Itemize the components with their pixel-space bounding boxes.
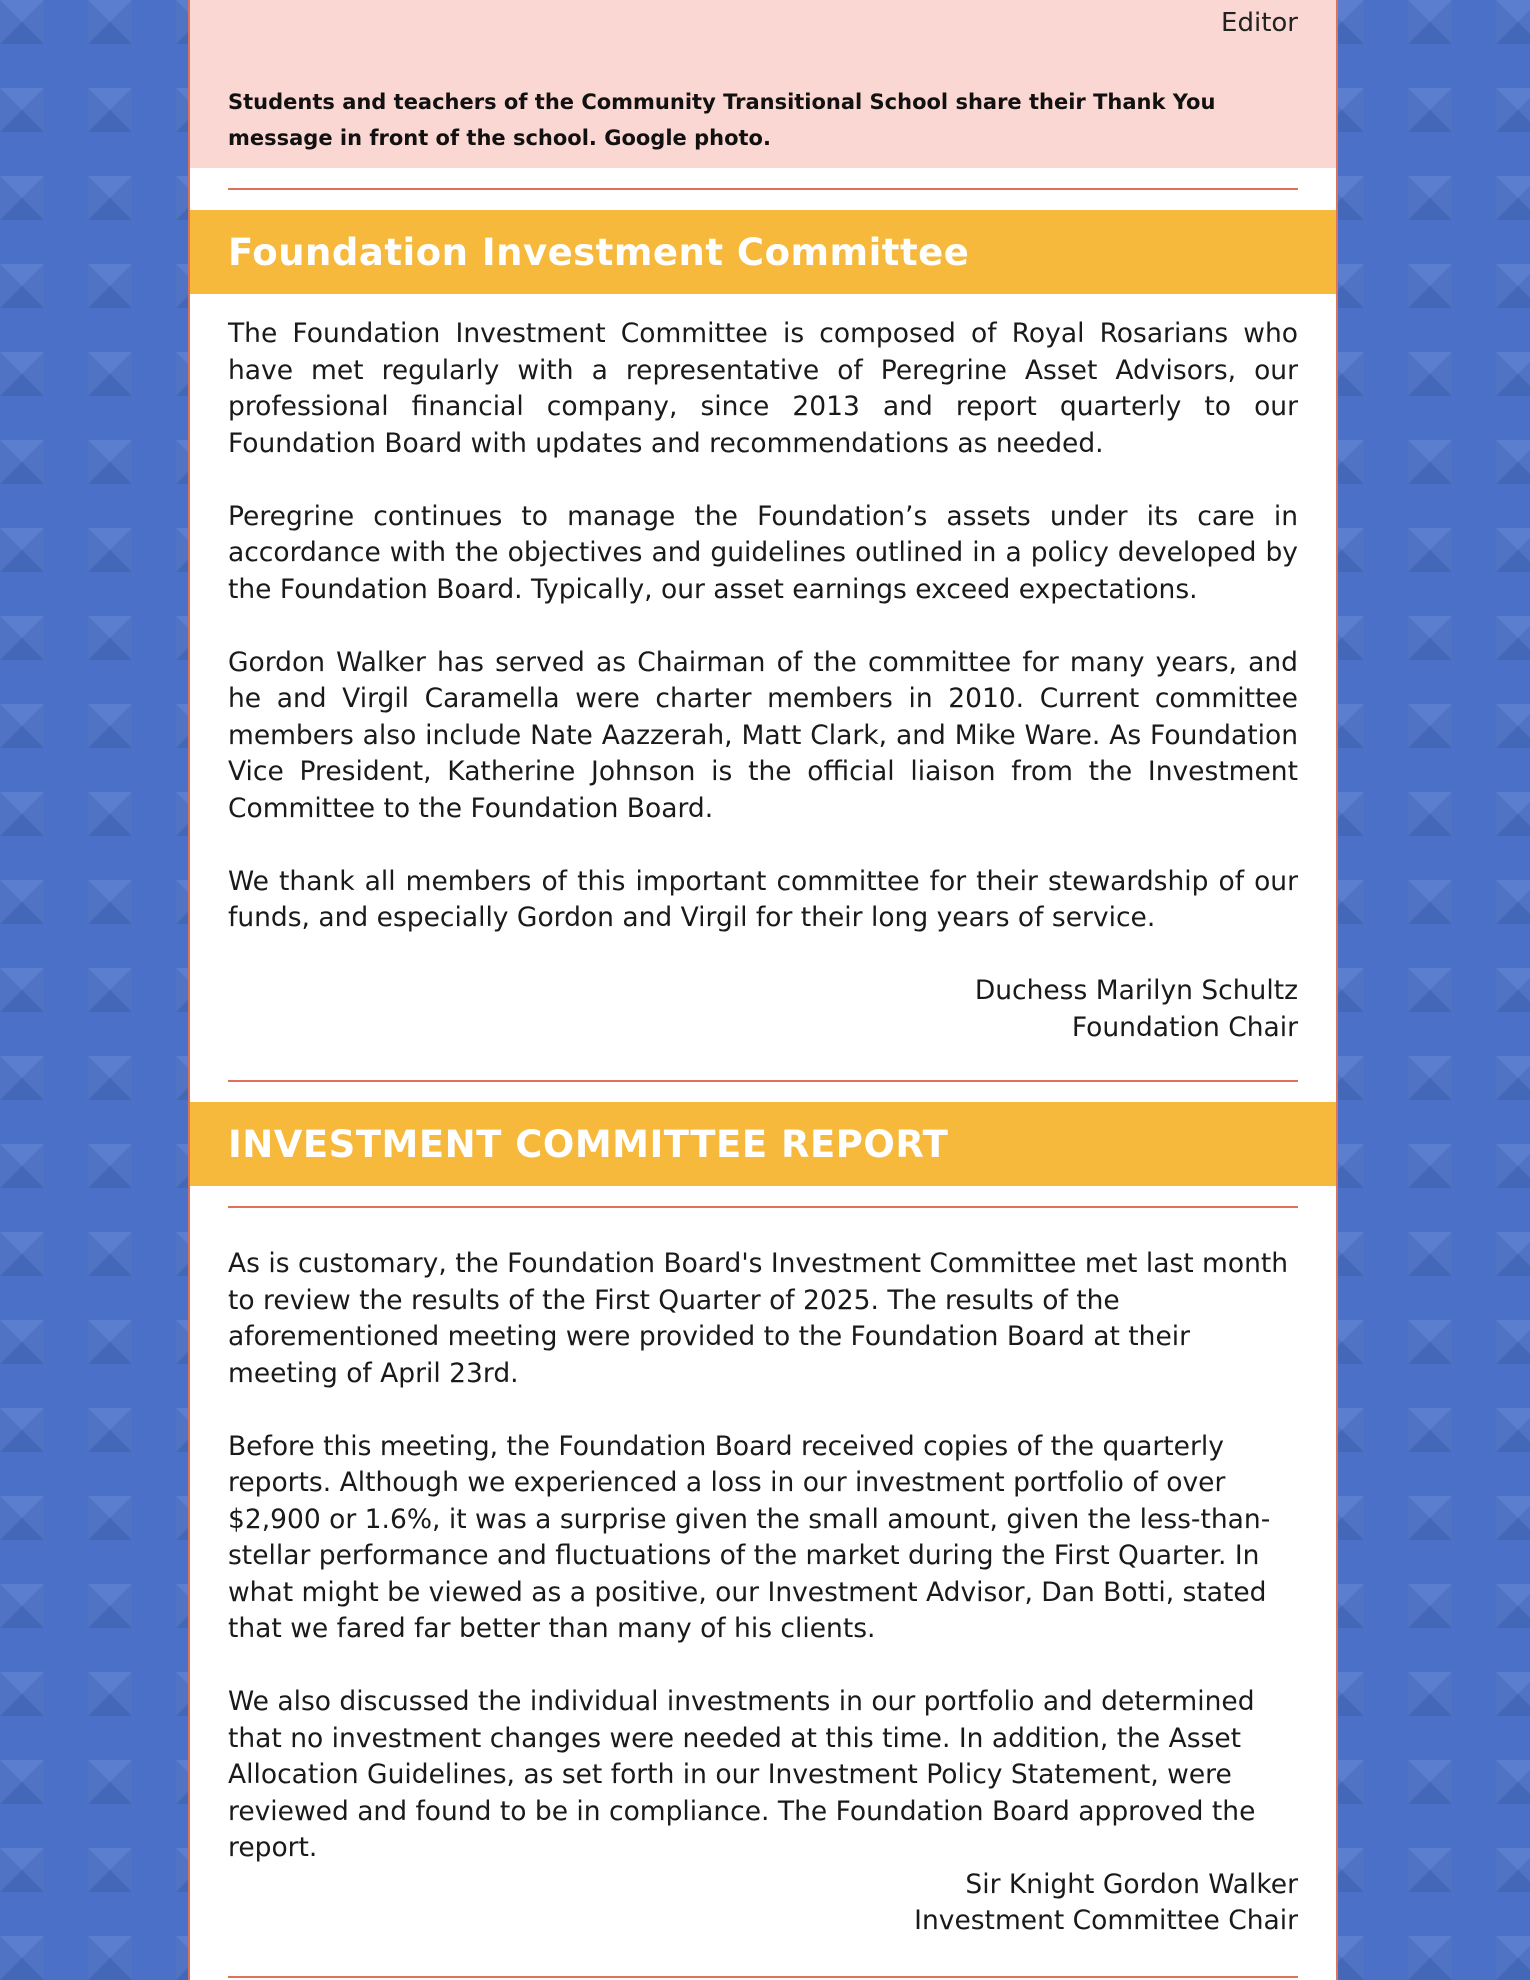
photo-caption-block bbox=[190, 0, 1336, 168]
report-section-body bbox=[228, 1246, 1298, 1867]
paragraph: Before this meeting, the Foundation Board received copies of the quarterly reports. Although we experienced a loss in our investment portfolio of over $2,900 or 1.6%, it was a surprise given the small amount, given the less-than-stellar performance and fluctuations of the market during the First Quarter. In what might be viewed as a positive, our Investment Advisor, Dan Botti, stated that we fared far better than many of his clients. bbox=[228, 1430, 1271, 1644]
paragraph: The Foundation Investment Committee is composed of Royal Rosarians who have met regularly with a representative of Peregrine Asset Advisors, our professional financial company, since 2013 and report quarterly to our Foundation Board with updates and recommendations as needed. bbox=[228, 318, 1298, 459]
newsletter-page bbox=[188, 0, 1338, 1980]
paragraph: We also discussed the individual investments in our portfolio and determined that no investment changes were needed at this time. In addition, the Asset Allocation Guidelines, as set forth in our Investment Policy Statement, were reviewed and found to be in compliance. The Foundation Board approved the report. bbox=[228, 1686, 1256, 1863]
report-section-title: INVESTMENT COMMITTEE REPORT bbox=[190, 1102, 1336, 1186]
photo-caption: Students and teachers of the Community Transitional School share their Thank You message in front of the school. Google photo. bbox=[228, 90, 1216, 150]
paragraph: Gordon Walker has served as Chairman of the committee for many years, and he and Virgil Caramella were charter members in 2010. Current committee members also include Nate Aazzerah, Matt Clark, and Mike Ware. As Foundation Vice President, Katherine Johnson is the official liaison from the Investment Committee to the Foundation Board. bbox=[228, 646, 1298, 824]
foundation-section-title: Foundation Investment Committee bbox=[190, 210, 1336, 294]
signature-title: Foundation Chair bbox=[1071, 1011, 1298, 1043]
foundation-section-body bbox=[228, 316, 1298, 937]
paragraph: We thank all members of this important committee for their stewardship of our funds, and especially Gordon and Virgil for their long years of service. bbox=[228, 865, 1298, 933]
signature-title: Investment Committee Chair bbox=[914, 1905, 1298, 1936]
foundation-signature bbox=[228, 973, 1298, 1046]
report-signature bbox=[228, 1867, 1298, 1940]
signature-name: Duchess Marilyn Schultz bbox=[974, 975, 1298, 1006]
paragraph: As is customary, the Foundation Board's Investment Committee met last month to review the results of the First Quarter of 2025. The results of the aforementioned meeting were provided to the Foundation Board at their meeting of April 23rd. bbox=[228, 1248, 1289, 1389]
paragraph: Peregrine continues to manage the Foundation’s assets under its care in accordance with the objectives and guidelines outlined in a policy developed by the Foundation Board. Typically, our asset earnings exceed expectations. bbox=[228, 500, 1298, 605]
editor-label: Editor bbox=[1221, 8, 1298, 38]
signature-name: Sir Knight Gordon Walker bbox=[965, 1868, 1298, 1900]
section-divider bbox=[228, 1976, 1298, 1978]
